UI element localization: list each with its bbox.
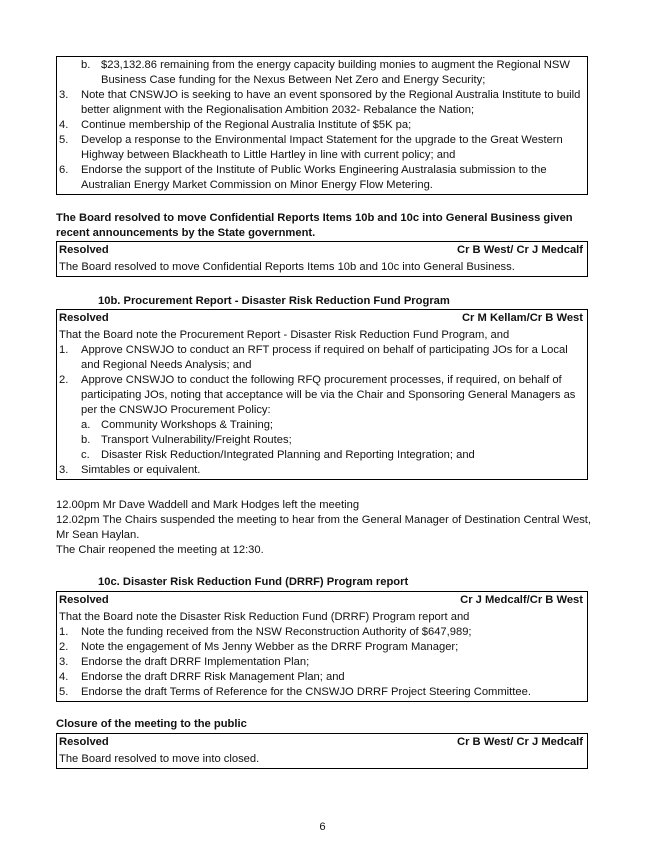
movers: Cr B West/ Cr J Medcalf (457, 736, 583, 748)
list-item: 6. Endorse the support of the Institute of Public Works Engineering Australasia submission to the Australian Energy Market Commission on Minor Energy Flow Metering. (59, 164, 547, 191)
resolved-label: Resolved (59, 736, 109, 748)
minutes-line: 12.00pm Mr Dave Waddell and Mark Hodges left the meeting (56, 499, 360, 511)
item-10b-resolution-box (56, 309, 588, 480)
resolution-body (57, 609, 587, 701)
confidential-resolution-box (56, 241, 588, 277)
resolution-body: The Board resolved to move into closed. (59, 753, 260, 765)
resolution-header (57, 734, 587, 751)
movers: Cr J Medcalf/Cr B West (460, 594, 583, 606)
closure-resolution-box (56, 733, 588, 769)
item-10c-resolution-box (56, 591, 588, 702)
item-10c-heading: 10c. Disaster Risk Reduction Fund (DRRF) Program report (98, 576, 409, 588)
resolution-continuation-box (56, 56, 588, 195)
list-item: 5. Endorse the draft Terms of Reference for the CNSWJO DRRF Project Steering Committee. (59, 686, 531, 698)
item-10b-heading: 10b. Procurement Report - Disaster Risk Reduction Fund Program (98, 295, 450, 307)
closure-heading: Closure of the meeting to the public (56, 718, 247, 730)
sub-list-item: a. Community Workshops & Training; (81, 419, 274, 431)
list-item: 2. Approve CNSWJO to conduct the following RFQ procurement processes, if required, on behalf of participating JOs, noting that acceptance will be via the Chair and Sponsoring General Managers as per the CNSWJO Procurement Policy: (59, 374, 576, 416)
resolution-intro: That the Board note the Procurement Report - Disaster Risk Reduction Fund Program, and (59, 329, 510, 341)
list-item: 3. Simtables or equivalent. (59, 464, 201, 476)
resolution-header (57, 310, 587, 327)
sub-list-item: b. Transport Vulnerability/Freight Routes; (81, 434, 292, 446)
resolution-header (57, 592, 587, 609)
resolved-label: Resolved (59, 594, 109, 606)
list-item: 3. Note that CNSWJO is seeking to have an event sponsored by the Regional Australia Institute to build better alignment with the Regionalisation Ambition 2032- Rebalance the Nation; (59, 89, 581, 116)
list-item: 5. Develop a response to the Environmental Impact Statement for the upgrade to the Great Western Highway between Blackheath to Little Hartley in line with current policy; and (59, 134, 563, 161)
list-item: 4. Endorse the draft DRRF Risk Management Plan; and (59, 671, 345, 683)
list-item: b. $23,132.86 remaining from the energy capacity building monies to augment the Regional NSW Business Case funding for the Nexus Between Net Zero and Energy Security; (81, 59, 570, 86)
list-item: 1. Approve CNSWJO to conduct an RFT process if required on behalf of participating JOs for a Local and Regional Needs Analysis; and (59, 344, 568, 371)
minutes-line: 12.02pm The Chairs suspended the meeting to hear from the General Manager of Destination Central West, Mr Sean Haylan. (56, 514, 592, 541)
resolved-label: Resolved (59, 244, 109, 256)
resolution-body (57, 327, 587, 479)
minutes-line: The Chair reopened the meeting at 12:30. (56, 544, 264, 556)
resolution-body: The Board resolved to move Confidential Reports Items 10b and 10c into General Business. (59, 261, 515, 273)
confidential-heading: The Board resolved to move Confidential Reports Items 10b and 10c into General Business given recent announcements by the State government. (56, 212, 573, 239)
movers: Cr B West/ Cr J Medcalf (457, 244, 583, 256)
movers: Cr M Kellam/Cr B West (461, 312, 583, 324)
continuation-list (57, 57, 587, 194)
resolved-label: Resolved (59, 312, 109, 324)
list-item: 4. Continue membership of the Regional Australia Institute of $5K pa; (59, 119, 412, 131)
page-number: 6 (319, 821, 326, 833)
minutes-notes (56, 498, 596, 558)
resolution-intro: That the Board note the Disaster Risk Reduction Fund (DRRF) Program report and (59, 611, 470, 623)
list-item: 1. Note the funding received from the NSW Reconstruction Authority of $647,989; (59, 626, 472, 638)
list-item: 3. Endorse the draft DRRF Implementation Plan; (59, 656, 310, 668)
resolution-header (57, 242, 587, 259)
list-item: 2. Note the engagement of Ms Jenny Webber as the DRRF Program Manager; (59, 641, 459, 653)
sub-list-item: c. Disaster Risk Reduction/Integrated Planning and Reporting Integration; and (81, 449, 475, 461)
